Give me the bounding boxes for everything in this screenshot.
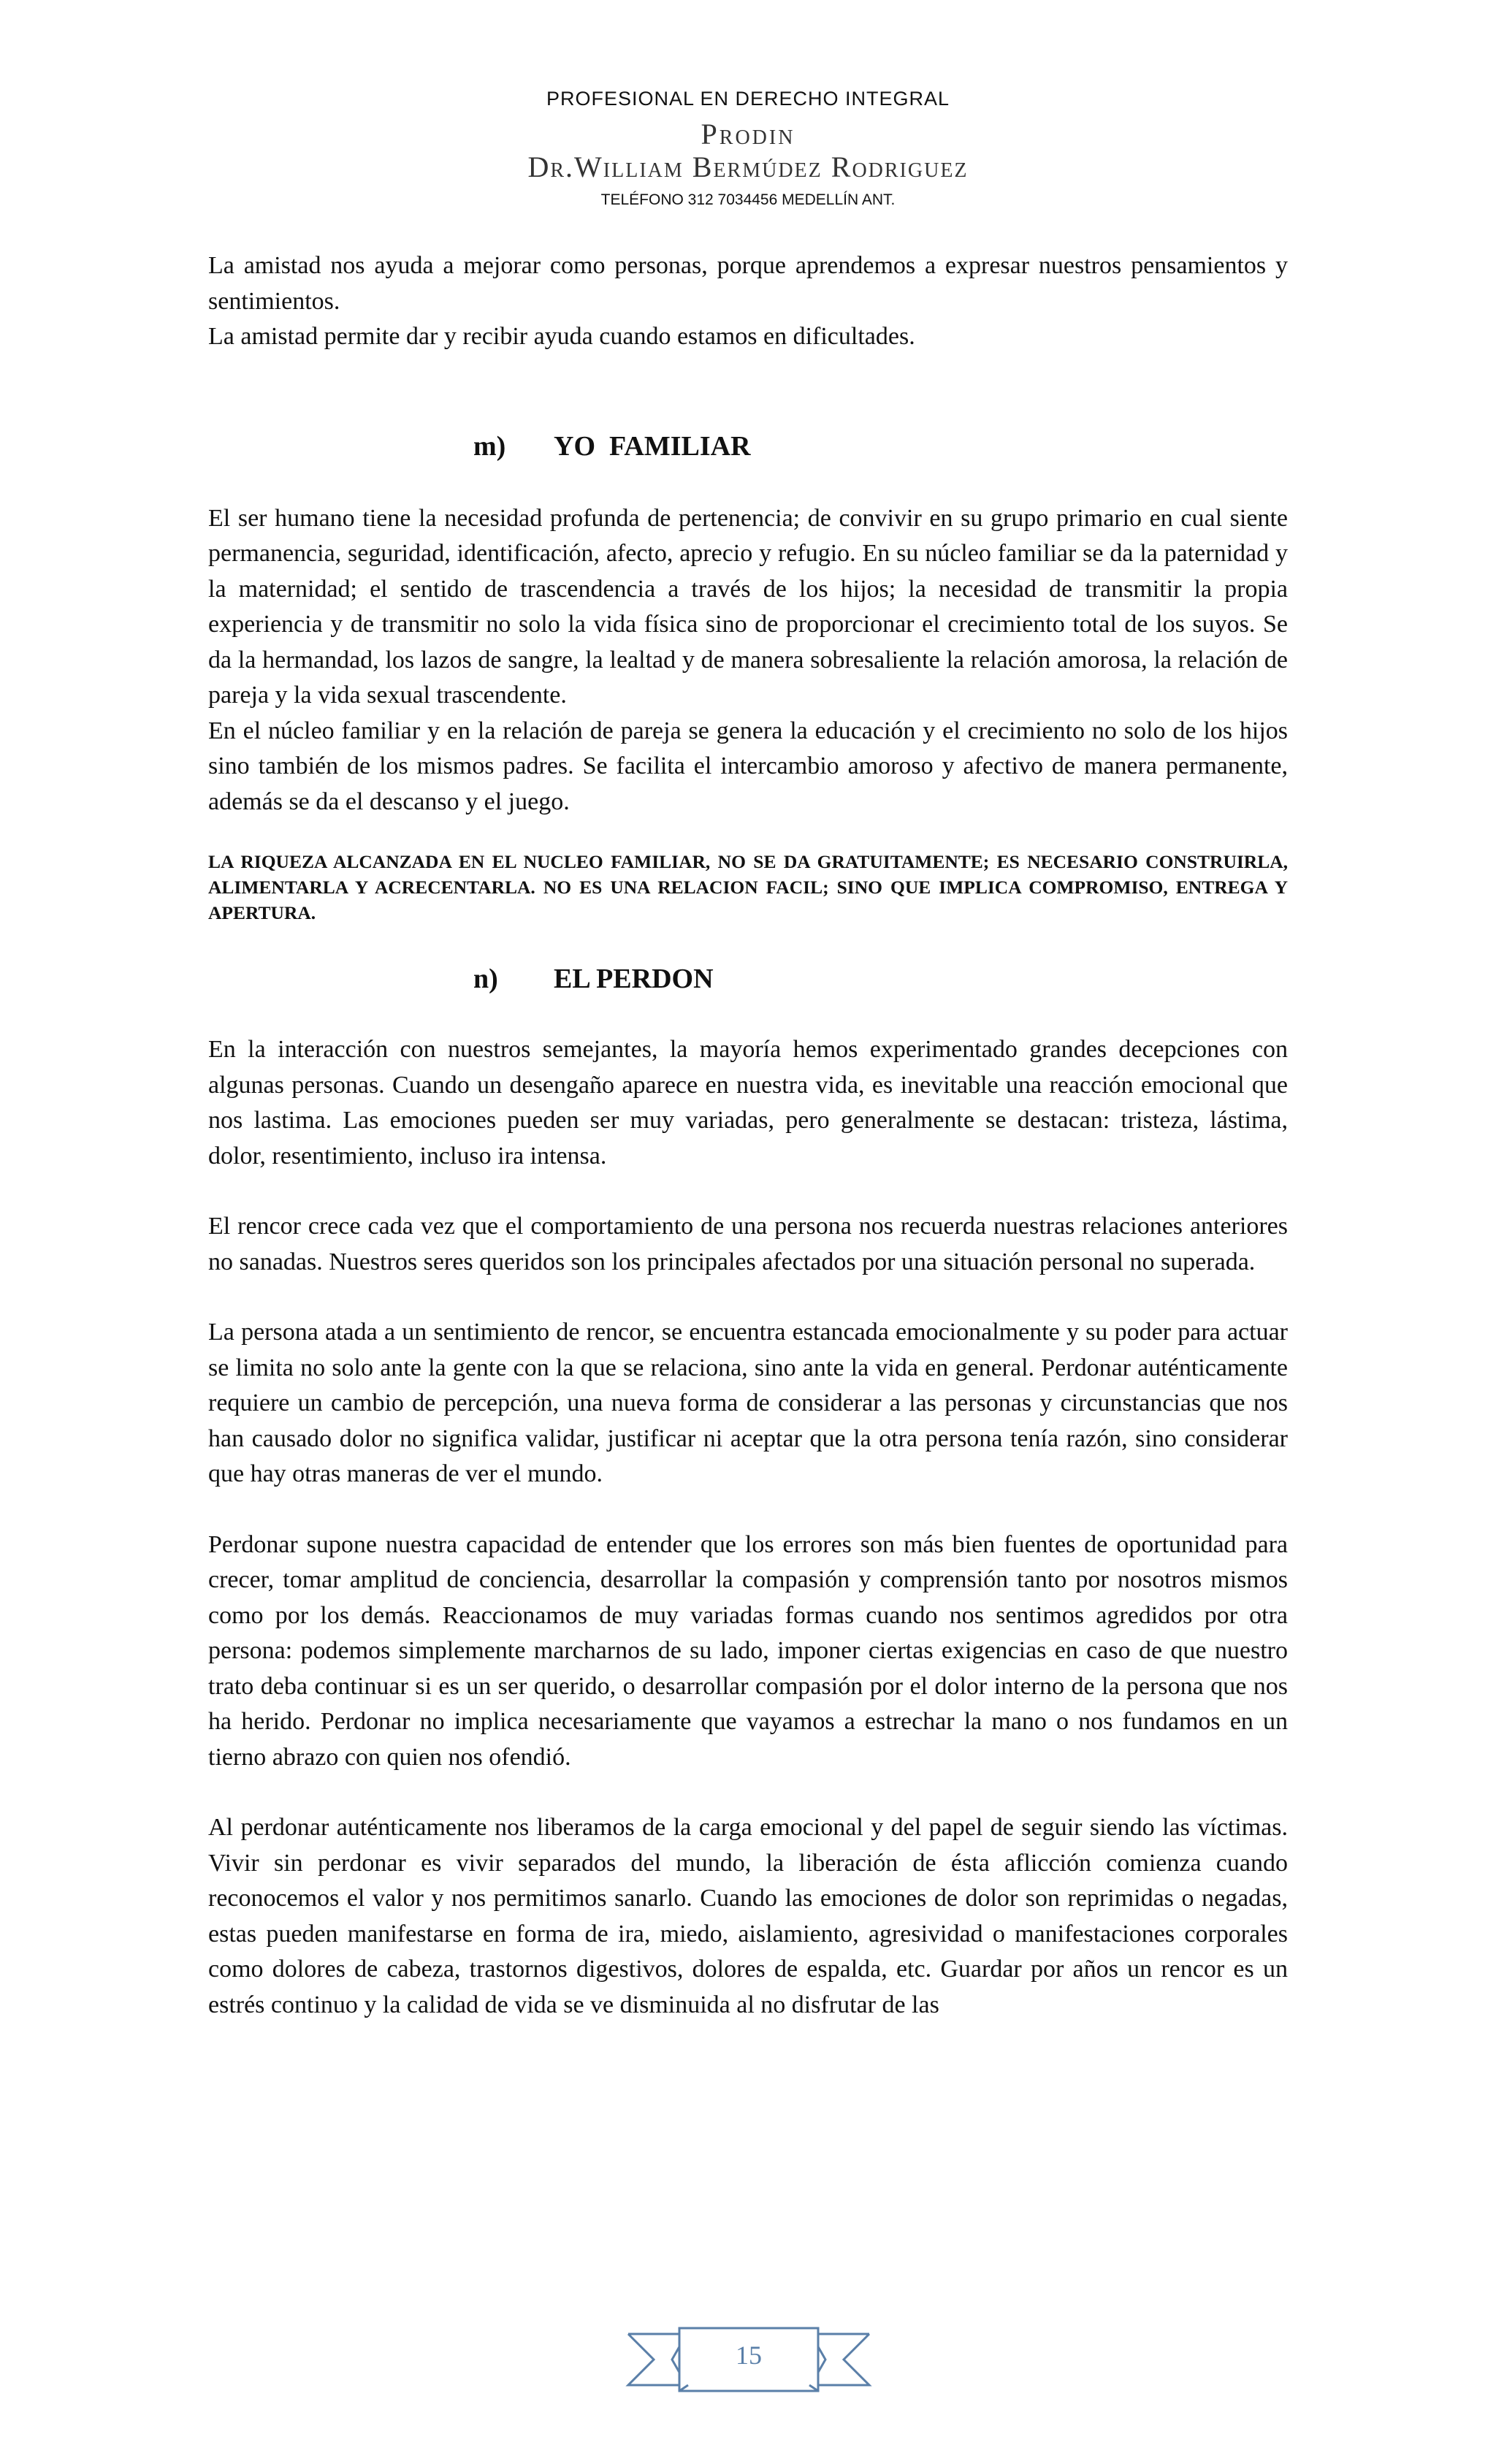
- document-body: [208, 248, 1288, 2023]
- header-firm-line: PROFESIONAL EN DERECHO INTEGRAL: [546, 88, 950, 110]
- section-m-title: YO FAMILIAR: [554, 430, 751, 462]
- header-phone: TELÉFONO 312 7034456 MEDELLÍN ANT.: [600, 191, 896, 208]
- section-m-letter: m): [473, 430, 506, 462]
- section-n-heading: [473, 961, 1288, 997]
- header-brand: Prodin: [701, 118, 795, 150]
- section-m-paragraph-2: En el núcleo familiar y en la relación de pareja se genera la educación y el crecimiento no solo de los hijos sino también de los mismos padres. Se facilita el intercambio amoroso y afectivo de manera permanente, además se da el descanso y el juego.: [208, 717, 1288, 815]
- section-n-title: EL PERDON: [554, 964, 714, 994]
- intro-paragraph-2: La amistad permite dar y recibir ayuda cuando estamos en dificultades.: [208, 323, 915, 350]
- intro-paragraph-1: La amistad nos ayuda a mejorar como personas, porque aprendemos a expresar nuestros pensamientos y sentimientos.: [208, 252, 1288, 315]
- section-m-paragraph-1: El ser humano tiene la necesidad profunda de pertenencia; de convivir en su grupo primario en cual siente permanencia, seguridad, identificación, afecto, aprecio y refugio. En su núcleo familiar se da la paternidad y la maternidad; el sentido de trascendencia a través de los hijos; la necesidad de transmitir la propia experiencia y de transmitir no solo la vida física sino de proporcionar el crecimiento total de los suyos. Se da la hermandad, los lazos de sangre, la lealtad y de manera sobresaliente la relación amorosa, la relación de pareja y la vida sexual trascendente.: [208, 504, 1288, 709]
- section-n-paragraph-4: Perdonar supone nuestra capacidad de entender que los errores son más bien fuentes de oportunidad para crecer, tomar amplitud de conciencia, desarrollar la compasión y comprensión tanto por nosotros mismos como por los demás. Reaccionamos de muy variadas formas cuando nos sentimos agredidos por otra persona: podemos simplemente marcharnos de su lado, imponer ciertas exigencias en caso de que nuestro trato deba continuar si es un ser querido, o desarrollar compasión por el dolor interno de la persona que nos ha herido. Perdonar no implica necesariamente que vayamos a estrechar la mano o nos fundamos en un tierno abrazo con quien nos ofendió.: [208, 1530, 1288, 1771]
- section-n-paragraph-5: Al perdonar auténticamente nos liberamos de la carga emocional y del papel de seguir siendo las víctimas. Vivir sin perdonar es vivir separados del mundo, la liberación de ésta aflicción comienza cuando reconocemos el valor y nos permitimos sanarlo. Cuando las emociones de dolor son reprimidas o negadas, estas pueden manifestarse en forma de ira, miedo, aislamiento, agresividad o manifestaciones corporales como dolores de cabeza, trastornos digestivos, dolores de espalda, etc. Guardar por años un rencor es un estrés continuo y la calidad de vida se ve disminuida al no disfrutar de las: [208, 1814, 1288, 2018]
- section-m-emphasis: LA RIQUEZA ALCANZADA EN EL NUCLEO FAMILIAR, NO SE DA GRATUITAMENTE; ES NECESARIO CONSTRUIRLA, ALIMENTARLA Y ACRECENTARLA. NO ES UNA RELACION FACIL; SINO QUE IMPLICA COMPROMISO, ENTREGA Y APERTURA.: [208, 851, 1288, 923]
- header-name: Dr.William Bermúdez Rodriguez: [527, 150, 969, 183]
- page-number-ribbon: [621, 2319, 877, 2400]
- section-n-paragraph-1: En la interacción con nuestros semejantes, la mayoría hemos experimentado grandes decepciones con algunas personas. Cuando un desengaño aparece en nuestra vida, es inevitable una reacción emocional que nos lastima. Las emociones pueden ser muy variadas, pero generalmente se destacan: tristeza, lástima, dolor, resentimiento, incluso ira intensa.: [208, 1036, 1288, 1170]
- section-n-paragraph-3: La persona atada a un sentimiento de rencor, se encuentra estancada emocionalmente y su poder para actuar se limita no solo ante la gente con la que se relaciona, sino ante la vida en general. Perdonar auténticamente requiere un cambio de percepción, una nueva forma de considerar a las personas y circunstancias que nos han causado dolor no significa validar, justificar ni aceptar que la otra persona tenía razón, sino considerar que hay otras maneras de ver el mundo.: [208, 1319, 1288, 1487]
- section-n-paragraph-2: El rencor crece cada vez que el comportamiento de una persona nos recuerda nuestras relaciones anteriores no sanadas. Nuestros seres queridos son los principales afectados por una situación personal no superada.: [208, 1213, 1288, 1275]
- page-number: 15: [736, 2341, 762, 2370]
- section-n-letter: n): [473, 964, 498, 994]
- section-m-heading: [473, 428, 1288, 465]
